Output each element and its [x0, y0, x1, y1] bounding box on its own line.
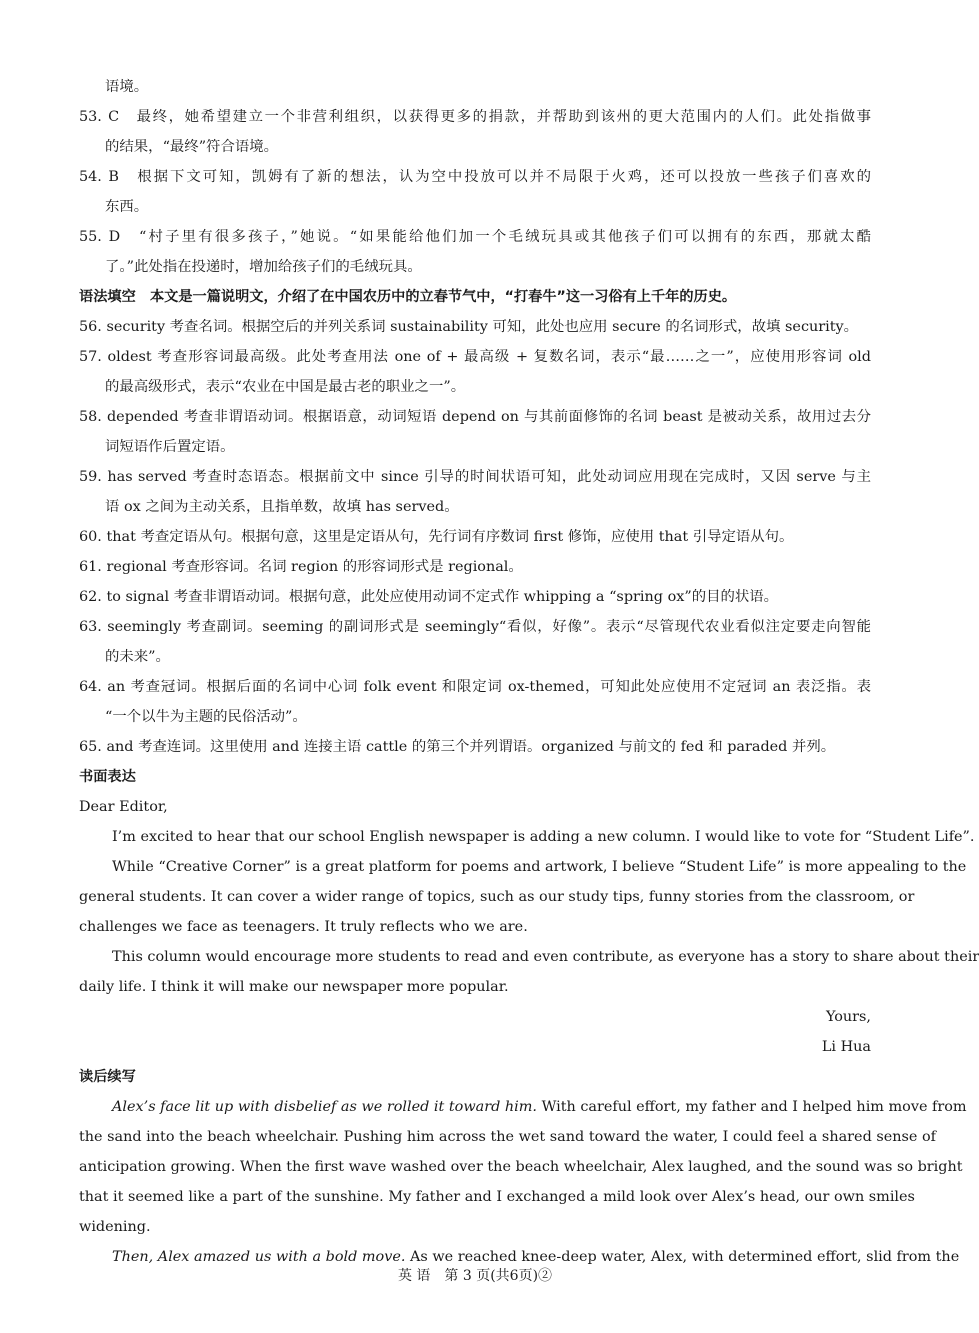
story-text: With careful effort, my father and I helped him move from: [537, 1099, 967, 1115]
answer-53: 53. C 最终，她希望建立一个非营利组织，以获得更多的捐款，并帮助到该州的更大范围内的人们。此处指做事: [79, 109, 871, 125]
answer-60: 60. that 考查定语从句。根据句意，这里是定语从句，先行词有序数词 first 修饰，应使用 that 引导定语从句。: [79, 529, 794, 545]
answer-62: 62. to signal 考查非谓语动词。根据句意，此处应使用动词不定式作 whipping a “spring ox”的目的状语。: [79, 589, 779, 605]
story-paragraph-cont: the sand into the beach wheelchair. Pushing him across the wet sand toward the water, I could feel a shared sense of: [79, 1129, 936, 1145]
letter-paragraph: This column would encourage more students to read and even contribute, as everyone has a story to share about their: [112, 949, 979, 965]
answer-56: 56. security 考查名词。根据空后的并列关系词 sustainability 可知，此处也应用 secure 的名词形式，故填 security。: [79, 319, 859, 335]
continuation-heading: 读后续写: [79, 1069, 136, 1085]
answer-57: 57. oldest 考查形容词最高级。此处考查用法 one of + 最高级 + 复数名词，表示“最……之一”，应使用形容词 old: [79, 349, 871, 365]
letter-signature: Li Hua: [821, 1039, 871, 1055]
letter-paragraph-cont: challenges we face as teenagers. It truly reflects who we are.: [79, 919, 528, 935]
page-content: [79, 72, 979, 1272]
answer-57-cont: 的最高级形式，表示“农业在中国是最古老的职业之一”。: [105, 379, 466, 395]
story-paragraph-cont: anticipation growing. When the first wave washed over the beach wheelchair, Alex laughed, and the sound was so bright: [79, 1159, 963, 1175]
answer-64: 64. an 考查冠词。根据后面的名词中心词 folk event 和限定词 ox-themed，可知此处应使用不定冠词 an 表泛指。表: [79, 679, 871, 695]
answer-58-cont: 词短语作后置定语。: [105, 439, 235, 455]
story-paragraph-cont: that it seemed like a part of the sunshine. My father and I exchanged a mild look over Alex’s head, our own smiles: [79, 1189, 915, 1205]
story-lead-sentence: Alex’s face lit up with disbelief as we rolled it toward him.: [112, 1099, 537, 1115]
answer-54: 54. B 根据下文可知，凯姆有了新的想法，认为空中投放可以并不局限于火鸡，还可以投放一些孩子们喜欢的: [79, 169, 871, 185]
answer-line: 语境。: [105, 79, 149, 95]
page-footer: 英 语 第 3 页(共6页)②: [397, 1268, 553, 1284]
answer-58: 58. depended 考查非谓语动词。根据语意，动词短语 depend on 与其前面修饰的名词 beast 是被动关系，故用过去分: [79, 409, 871, 425]
writing-heading: 书面表达: [79, 769, 136, 785]
answer-55: 55. D “村子里有很多孩子，”她说。“如果能给他们加一个毛绒玩具或其他孩子们可以拥有的东西，那就太酷: [79, 229, 871, 245]
letter-paragraph: I’m excited to hear that our school English newspaper is adding a new column. I would like to vote for “Student Life”.: [112, 829, 975, 845]
grammar-heading: 语法填空 本文是一篇说明文，介绍了在中国农历中的立春节气中，“打春牛”这一习俗有上千年的历史。: [79, 289, 737, 305]
answer-61: 61. regional 考查形容词。名词 region 的形容词形式是 regional。: [79, 559, 523, 575]
answer-53-cont: 的结果，“最终”符合语境。: [105, 139, 279, 155]
letter-paragraph-cont: general students. It can cover a wider range of topics, such as our study tips, funny stories from the classroom, or: [79, 889, 915, 905]
letter-closing: Yours,: [825, 1009, 871, 1025]
story-paragraph-cont: widening.: [79, 1219, 151, 1235]
answer-54-cont: 东西。: [105, 199, 149, 215]
answer-65: 65. and 考查连词。这里使用 and 连接主语 cattle 的第三个并列谓语。organized 与前文的 fed 和 paraded 并列。: [79, 739, 836, 755]
story-paragraph: [79, 1092, 967, 1122]
answer-59-cont: 语 ox 之间为主动关系，且指单数，故填 has served。: [105, 499, 459, 515]
story-lead-sentence: Then, Alex amazed us with a bold move.: [112, 1249, 406, 1265]
answer-64-cont: “一个以牛为主题的民俗活动”。: [105, 709, 307, 725]
letter-paragraph: While “Creative Corner” is a great platform for poems and artwork, I believe “Student Life” is more appealing to the: [112, 859, 967, 875]
letter-paragraph-cont: daily life. I think it will make our newspaper more popular.: [79, 979, 509, 995]
story-text: As we reached knee-deep water, Alex, with determined effort, slid from the: [405, 1249, 960, 1265]
answer-55-cont: 了。”此处指在投递时，增加给孩子们的毛绒玩具。: [105, 259, 422, 275]
answer-63: 63. seemingly 考查副词。seeming 的副词形式是 seemingly“看似，好像”。表示“尽管现代农业看似注定要走向智能: [79, 619, 871, 635]
letter-greeting: Dear Editor,: [79, 799, 168, 815]
answer-63-cont: 的未来”。: [105, 649, 170, 665]
answer-59: 59. has served 考查时态语态。根据前文中 since 引导的时间状语可知，此处动词应用现在完成时，又因 serve 与主: [79, 469, 871, 485]
